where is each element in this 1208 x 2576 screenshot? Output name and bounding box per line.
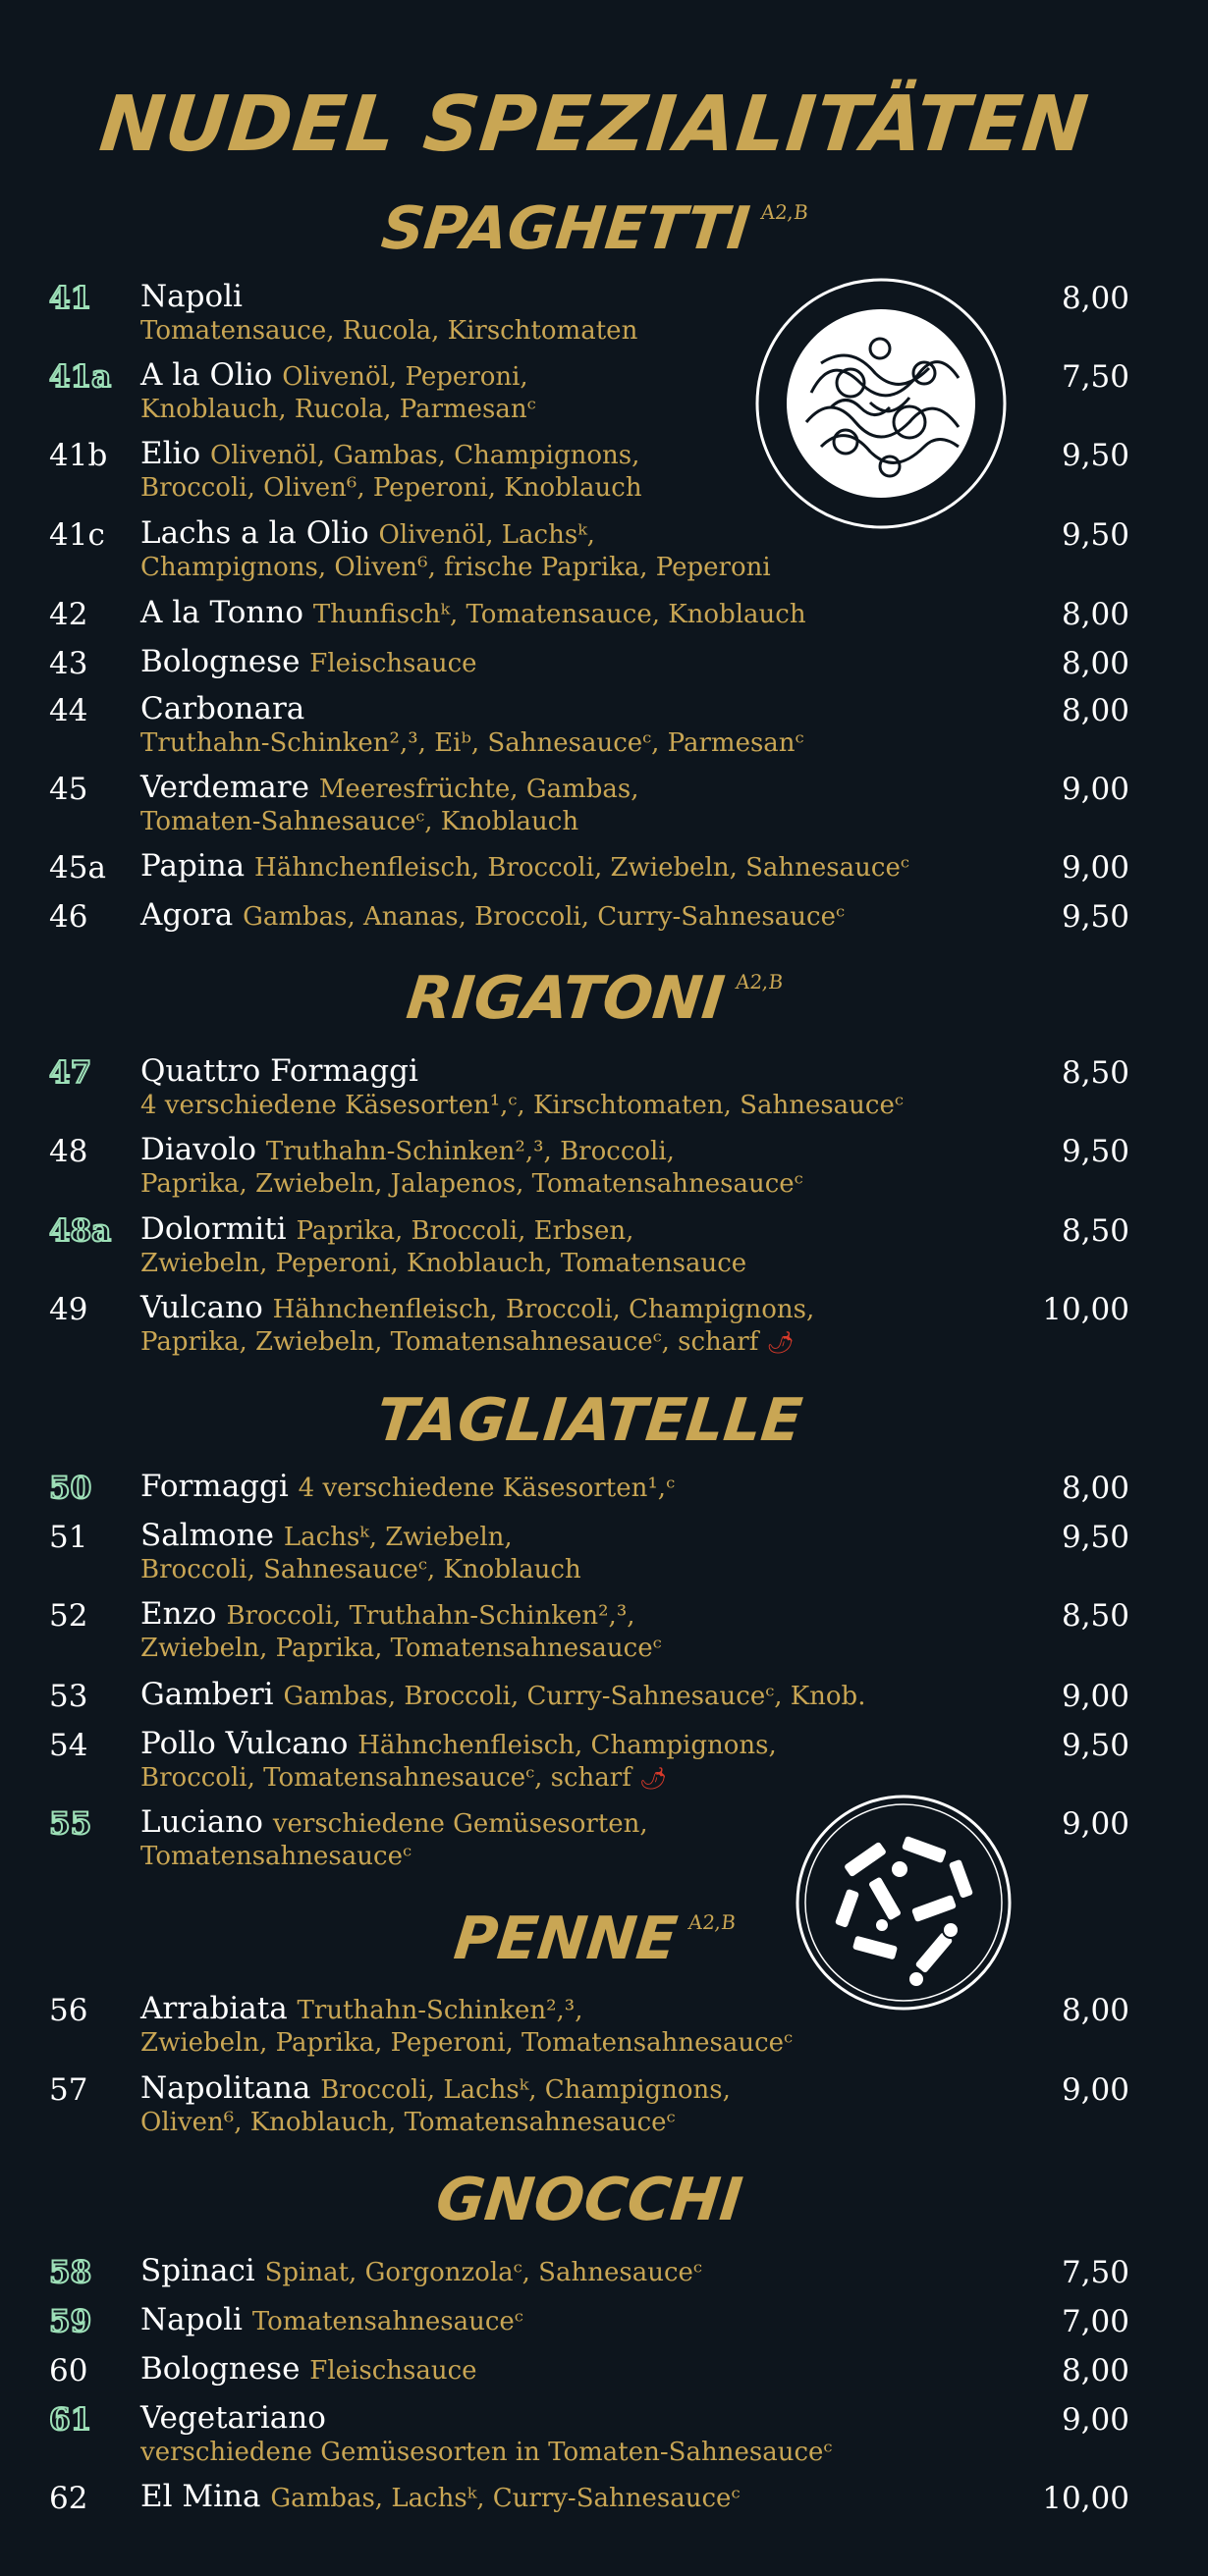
item-description-line2: Zwiebeln, Paprika, Peperoni, Tomatensahnesauceᶜ <box>140 2028 794 2058</box>
item-price: 9,00 <box>1061 1679 1129 1714</box>
item-number: 41 <box>49 281 92 316</box>
section-title-spaghetti: SPAGHETTI $^{A2,B}$ <box>378 194 810 263</box>
item-description-line2: Knoblauch, Rucola, Parmesanᶜ <box>140 395 536 424</box>
item-number: 48 <box>49 1134 88 1169</box>
item-number: 56 <box>49 1993 88 2028</box>
item-number: 41b <box>49 438 108 473</box>
item-text <box>140 2072 1005 2139</box>
item-text <box>140 359 1005 426</box>
item-name: Bolognese <box>140 644 301 679</box>
item-text <box>140 1134 1005 1201</box>
item-price: 7,50 <box>1061 359 1129 395</box>
item-name: El Mina <box>140 2479 261 2514</box>
item-name: Dolormiti <box>140 1211 287 1247</box>
item-text <box>140 2402 1005 2469</box>
item-description-line2: Zwiebeln, Paprika, Tomatensahnesauceᶜ <box>140 1634 662 1663</box>
item-number: 51 <box>49 1520 88 1555</box>
item-name: Quattro Formaggi <box>140 1053 418 1089</box>
item-text <box>140 2304 1005 2338</box>
item-price: 8,00 <box>1061 646 1129 681</box>
item-number: 60 <box>49 2353 88 2388</box>
item-name: A la Tonno <box>140 595 304 630</box>
item-description-line2: Zwiebeln, Peperoni, Knoblauch, Tomatensauce <box>140 1249 747 1278</box>
item-text <box>140 1728 1005 1796</box>
item-price: 9,50 <box>1061 1520 1129 1555</box>
item-text <box>140 597 1005 631</box>
item-name: Pollo Vulcano <box>140 1726 349 1761</box>
item-number: 45 <box>49 772 88 807</box>
item-name: Napoli <box>140 2302 243 2337</box>
item-description-line2: Champignons, Oliven⁶, frische Paprika, Peperoni <box>140 553 771 582</box>
item-number: 41a <box>49 359 112 395</box>
item-text <box>140 693 1005 760</box>
item-description-line2: 4 verschiedene Käsesorten¹,ᶜ, Kirschtomaten, Sahnesauceᶜ <box>140 1091 904 1120</box>
item-description: Hähnchenfleisch, Broccoli, Champignons, <box>272 1295 815 1324</box>
item-description-line2: Tomatensauce, Rucola, Kirschtomaten <box>140 316 638 346</box>
item-number: 49 <box>49 1292 88 1327</box>
item-text <box>140 899 1005 934</box>
section-title-tagliatelle: TAGLIATELLE <box>373 1386 805 1455</box>
item-description: Hähnchenfleisch, Champignons, <box>357 1731 777 1760</box>
item-name: Agora <box>140 897 234 933</box>
item-description: Truthahn-Schinken²,³, Broccoli, <box>265 1137 675 1166</box>
item-name: Diavolo <box>140 1132 257 1167</box>
item-text <box>140 1598 1005 1665</box>
item-description: Truthahn-Schinken²,³, <box>297 1996 583 2025</box>
item-price: 8,00 <box>1061 1471 1129 1506</box>
item-price: 9,00 <box>1061 2072 1129 2108</box>
item-number: 58 <box>49 2255 92 2290</box>
item-number: 45a <box>49 850 106 886</box>
item-price: 9,00 <box>1061 850 1129 886</box>
item-description: Paprika, Broccoli, Erbsen, <box>296 1216 634 1246</box>
item-description: Gambas, Ananas, Broccoli, Curry-Sahnesauceᶜ <box>243 902 845 932</box>
item-price: 9,50 <box>1061 1728 1129 1763</box>
item-name: Verdemare <box>140 770 309 805</box>
item-description: Broccoli, Lachsᵏ, Champignons, <box>320 2075 731 2105</box>
item-price: 10,00 <box>1042 1292 1129 1327</box>
item-text <box>140 1055 1005 1122</box>
item-number: 43 <box>49 646 88 681</box>
section-title-penne: PENNE $^{A2,B}$ <box>451 1905 738 1973</box>
item-price: 9,50 <box>1061 517 1129 553</box>
item-description: Gambas, Lachsᵏ, Curry-Sahnesauceᶜ <box>270 2484 741 2513</box>
item-number: 61 <box>49 2402 92 2438</box>
item-number: 57 <box>49 2072 88 2108</box>
item-name: Bolognese <box>140 2351 301 2387</box>
page-title: NUDEL SPEZIALITÄTEN <box>95 80 1093 169</box>
item-text <box>140 2481 1005 2515</box>
item-description-line2: Broccoli, Oliven⁶, Peperoni, Knoblauch <box>140 473 642 503</box>
item-text <box>140 1292 1005 1360</box>
item-price: 9,50 <box>1061 1134 1129 1169</box>
item-description: verschiedene Gemüsesorten, <box>272 1809 648 1839</box>
item-name: Spinaci <box>140 2253 255 2288</box>
item-text <box>140 517 1005 584</box>
item-number: 53 <box>49 1679 88 1714</box>
item-name: Luciano <box>140 1804 263 1840</box>
item-price: 7,00 <box>1061 2304 1129 2339</box>
item-number: 41c <box>49 517 105 553</box>
item-description: Fleischsauce <box>309 2356 477 2386</box>
item-description: Fleischsauce <box>309 649 477 678</box>
item-price: 8,50 <box>1061 1055 1129 1091</box>
section-title-gnocchi: GNOCCHI <box>432 2166 746 2234</box>
item-price: 8,50 <box>1061 1213 1129 1249</box>
item-price: 9,50 <box>1061 438 1129 473</box>
item-text <box>140 1213 1005 1280</box>
item-description: Spinat, Gorgonzolaᶜ, Sahnesauceᶜ <box>264 2258 702 2287</box>
item-price: 9,00 <box>1061 772 1129 807</box>
item-text <box>140 772 1005 838</box>
item-name: Vulcano <box>140 1290 263 1325</box>
item-description: Broccoli, Truthahn-Schinken²,³, <box>226 1601 635 1631</box>
item-name: Carbonara <box>140 691 305 726</box>
item-text <box>140 2255 1005 2289</box>
item-name: Papina <box>140 848 246 884</box>
chili-icon: 🌶 <box>639 1767 668 1792</box>
item-name: Arrabiata <box>140 1991 288 2026</box>
item-text <box>140 850 1005 885</box>
item-price: 8,00 <box>1061 281 1129 316</box>
section-title-rigatoni: RIGATONI $^{A2,B}$ <box>403 964 785 1033</box>
item-number: 42 <box>49 597 88 632</box>
item-description: Gambas, Broccoli, Curry-Sahnesauceᶜ, Knob. <box>283 1682 866 1711</box>
item-price: 8,00 <box>1061 597 1129 632</box>
item-number: 47 <box>49 1055 92 1091</box>
item-description-line2: verschiedene Gemüsesorten in Tomaten-Sahnesauceᶜ <box>140 2438 833 2467</box>
chili-icon: 🌶 <box>766 1331 795 1356</box>
item-price: 8,50 <box>1061 1598 1129 1634</box>
item-price: 8,00 <box>1061 2353 1129 2388</box>
item-name: Elio <box>140 436 201 471</box>
item-price: 9,50 <box>1061 899 1129 935</box>
item-description-line2: Broccoli, Tomatensahnesauceᶜ, scharf 🌶 <box>140 1763 668 1793</box>
item-description: Meeresfrüchte, Gambas, <box>318 775 639 804</box>
item-text <box>140 1679 1005 1713</box>
item-name: Enzo <box>140 1596 217 1632</box>
item-name: Napolitana <box>140 2070 311 2106</box>
item-description-line2: Paprika, Zwiebeln, Jalapenos, Tomatensahnesauceᶜ <box>140 1169 803 1199</box>
item-description: Lachsᵏ, Zwiebeln, <box>283 1523 513 1552</box>
item-description: Tomatensahnesauceᶜ <box>251 2307 523 2336</box>
item-number: 46 <box>49 899 88 935</box>
item-price: 8,00 <box>1061 693 1129 728</box>
item-description-line2: Broccoli, Sahnesauceᶜ, Knoblauch <box>140 1555 581 1584</box>
item-price: 9,00 <box>1061 2402 1129 2438</box>
item-name: A la Olio <box>140 357 273 393</box>
item-description-line2: Paprika, Zwiebeln, Tomatensahnesauceᶜ, scharf 🌶 <box>140 1327 795 1357</box>
item-description: 4 verschiedene Käsesorten¹,ᶜ <box>298 1474 676 1503</box>
item-description-line2: Truthahn-Schinken²,³, Eiᵇ, Sahnesauceᶜ, Parmesanᶜ <box>140 728 804 758</box>
item-price: 7,50 <box>1061 2255 1129 2290</box>
item-description: Thunfischᵏ, Tomatensauce, Knoblauch <box>312 600 806 629</box>
item-name: Lachs a la Olio <box>140 515 369 551</box>
item-name: Gamberi <box>140 1677 274 1712</box>
item-number: 54 <box>49 1728 88 1763</box>
item-description-line2: Tomaten-Sahnesauceᶜ, Knoblauch <box>140 807 579 836</box>
item-price: 8,00 <box>1061 1993 1129 2028</box>
item-number: 50 <box>49 1471 92 1506</box>
item-text <box>140 1471 1005 1505</box>
item-name: Formaggi <box>140 1469 289 1504</box>
item-price: 9,00 <box>1061 1806 1129 1842</box>
item-description: Olivenöl, Gambas, Champignons, <box>209 441 640 470</box>
item-price: 10,00 <box>1042 2481 1129 2516</box>
item-number: 62 <box>49 2481 88 2516</box>
item-name: Vegetariano <box>140 2400 326 2436</box>
item-description: Olivenöl, Peperoni, <box>282 362 528 392</box>
item-text <box>140 646 1005 680</box>
item-text <box>140 1993 1005 2060</box>
item-text <box>140 2353 1005 2388</box>
item-description: Hähnchenfleisch, Broccoli, Zwiebeln, Sahnesauceᶜ <box>254 853 909 883</box>
item-number: 52 <box>49 1598 88 1634</box>
item-number: 44 <box>49 693 88 728</box>
item-text <box>140 438 1005 505</box>
item-number: 55 <box>49 1806 92 1842</box>
item-number: 59 <box>49 2304 92 2339</box>
item-text <box>140 1520 1005 1586</box>
item-description: Olivenöl, Lachsᵏ, <box>378 520 595 550</box>
item-text <box>140 1806 1005 1873</box>
item-description-line2: Tomatensahnesauceᶜ <box>140 1842 412 1871</box>
item-name: Napoli <box>140 279 243 314</box>
item-text <box>140 281 1005 348</box>
item-number: 48a <box>49 1213 112 1249</box>
item-description-line2: Oliven⁶, Knoblauch, Tomatensahnesauceᶜ <box>140 2108 676 2137</box>
item-name: Salmone <box>140 1518 275 1553</box>
